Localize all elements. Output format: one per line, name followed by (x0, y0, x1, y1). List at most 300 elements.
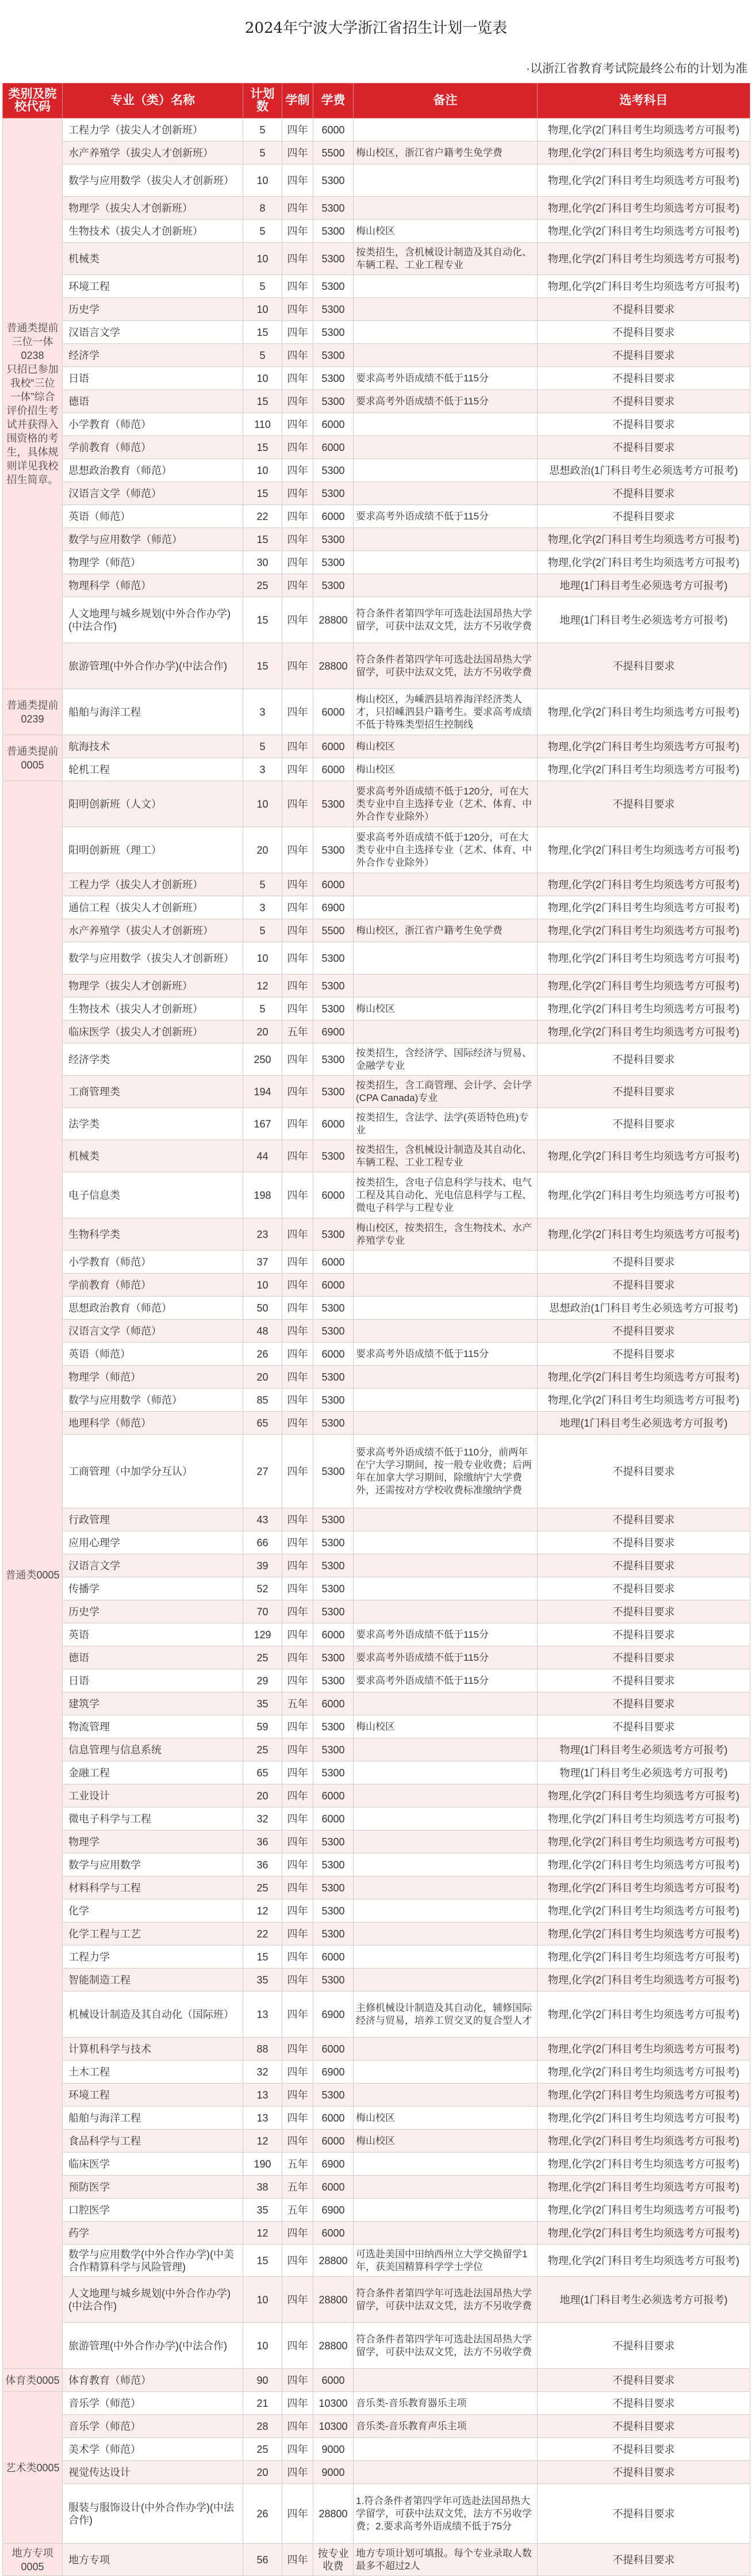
duration-cell: 四年 (282, 390, 313, 413)
table-row (3, 142, 750, 165)
notes-cell (354, 1412, 538, 1435)
plan-count-cell: 198 (243, 1172, 282, 1218)
subjects-cell: 物理,化学(2门科目考生均须选考方可报考) (538, 1946, 750, 1969)
table-row (3, 2038, 750, 2061)
plan-count-cell: 90 (243, 2369, 282, 2392)
table-row (3, 321, 750, 344)
tuition-cell: 5300 (313, 781, 354, 827)
table-row (3, 1108, 750, 1140)
plan-count-cell: 35 (243, 1692, 282, 1715)
duration-cell: 五年 (282, 2176, 313, 2199)
tuition-cell: 6000 (313, 758, 354, 781)
plan-count-cell: 12 (243, 2130, 282, 2153)
major-cell: 物流管理 (63, 1715, 243, 1738)
subjects-cell: 不提科目要求 (538, 1600, 750, 1623)
major-cell: 小学教育（师范） (63, 413, 243, 436)
plan-count-cell: 10 (243, 781, 282, 827)
plan-count-cell: 38 (243, 2176, 282, 2199)
duration-cell: 四年 (282, 2544, 313, 2576)
notes-cell (354, 1297, 538, 1320)
duration-cell: 四年 (282, 758, 313, 781)
notes-cell: 按类招生，含机械设计制造及其自动化、车辆工程、工业工程专业 (354, 243, 538, 275)
table-row (3, 2107, 750, 2130)
tuition-cell: 6000 (313, 1108, 354, 1140)
plan-count-cell: 70 (243, 1600, 282, 1623)
tuition-cell: 6900 (313, 2153, 354, 2176)
table-row (3, 1274, 750, 1297)
notes-cell: 要求高考外语成绩不低于115分 (354, 1623, 538, 1646)
subjects-cell: 物理,化学(2门科目考生均须选考方可报考) (538, 2245, 750, 2277)
subjects-cell: 地理(1门科目考生必须选考方可报考) (538, 597, 750, 643)
subjects-cell: 物理,化学(2门科目考生均须选考方可报考) (538, 2061, 750, 2084)
duration-cell: 四年 (282, 1140, 313, 1172)
duration-cell: 四年 (282, 1715, 313, 1738)
subjects-cell: 不提科目要求 (538, 1508, 750, 1531)
major-cell: 计算机科学与技术 (63, 2038, 243, 2061)
plan-count-cell: 15 (243, 436, 282, 459)
table-row (3, 758, 750, 781)
table-row (3, 298, 750, 321)
subjects-cell: 不提科目要求 (538, 1577, 750, 1600)
subjects-cell: 不提科目要求 (538, 1531, 750, 1554)
plan-count-cell: 3 (243, 689, 282, 735)
tuition-cell: 28800 (313, 2277, 354, 2323)
plan-count-cell: 20 (243, 1021, 282, 1044)
major-cell: 土木工程 (63, 2061, 243, 2084)
duration-cell: 四年 (282, 781, 313, 827)
table-row (3, 1531, 750, 1554)
tuition-cell: 5300 (313, 1761, 354, 1784)
notes-cell (354, 2438, 538, 2461)
subjects-cell: 不提科目要求 (538, 367, 750, 390)
plan-count-cell: 21 (243, 2392, 282, 2415)
duration-cell: 四年 (282, 2061, 313, 2084)
duration-cell: 四年 (282, 1218, 313, 1251)
duration-cell: 四年 (282, 1320, 313, 1343)
tuition-cell: 5300 (313, 1076, 354, 1108)
table-row (3, 1830, 750, 1853)
major-cell: 地方专项 (63, 2544, 243, 2576)
table-row (3, 1076, 750, 1108)
duration-cell: 四年 (282, 2130, 313, 2153)
plan-count-cell: 5 (243, 119, 282, 142)
notes-cell: 符合条件者第四学年可选赴法国昂热大学留学，可获中法双文凭，法方不另收学费 (354, 643, 538, 689)
subjects-cell: 物理,化学(2门科目考生均须选考方可报考) (538, 243, 750, 275)
major-cell: 人文地理与城乡规划(中外合作办学)(中法合作) (63, 2277, 243, 2323)
plan-count-cell: 10 (243, 1274, 282, 1297)
duration-cell: 四年 (282, 735, 313, 758)
duration-cell: 四年 (282, 896, 313, 919)
table-row (3, 1343, 750, 1366)
tuition-cell: 5300 (313, 1969, 354, 1992)
subjects-cell: 思想政治(1门科目考生必须选考方可报考) (538, 459, 750, 482)
major-cell: 阳明创新班（人文） (63, 781, 243, 827)
subjects-cell: 物理,化学(2门科目考生均须选考方可报考) (538, 1853, 750, 1876)
table-row (3, 344, 750, 367)
major-cell: 音乐学（师范） (63, 2415, 243, 2438)
plan-count-cell: 23 (243, 1218, 282, 1251)
subjects-cell: 不提科目要求 (538, 436, 750, 459)
tuition-cell: 10300 (313, 2415, 354, 2438)
tuition-cell: 6000 (313, 1623, 354, 1646)
table-row (3, 597, 750, 643)
table-row (3, 574, 750, 597)
plan-count-cell: 44 (243, 1140, 282, 1172)
notes-cell: 地方专项计划可填报。每个专业录取人数最多不超过2人 (354, 2544, 538, 2576)
category-cell: 普通类提前0239 (3, 689, 63, 735)
duration-cell: 四年 (282, 643, 313, 689)
subjects-cell: 不提科目要求 (538, 413, 750, 436)
major-cell: 工程力学（拔尖人才创新班） (63, 873, 243, 896)
notes-cell: 可选赴美国中田纳西州立大学交换留学1年，获美国精算科学学士学位 (354, 2245, 538, 2277)
tuition-cell: 5300 (313, 1297, 354, 1320)
duration-cell: 四年 (282, 827, 313, 873)
tuition-cell: 按专业收费 (313, 2544, 354, 2576)
tuition-cell: 5300 (313, 321, 354, 344)
duration-cell: 四年 (282, 1923, 313, 1946)
tuition-cell: 6000 (313, 2369, 354, 2392)
notes-cell (354, 1554, 538, 1577)
plan-count-cell: 5 (243, 275, 282, 298)
duration-cell: 四年 (282, 1274, 313, 1297)
table-row (3, 997, 750, 1021)
tuition-cell: 5300 (313, 528, 354, 551)
major-cell: 物理学（师范） (63, 551, 243, 574)
major-cell: 化学 (63, 1899, 243, 1923)
tuition-cell: 6000 (313, 1251, 354, 1274)
notes-cell (354, 482, 538, 505)
duration-cell: 四年 (282, 689, 313, 735)
duration-cell: 四年 (282, 2415, 313, 2438)
tuition-cell: 5300 (313, 1715, 354, 1738)
notes-cell (354, 1784, 538, 1807)
notes-cell (354, 413, 538, 436)
table-row (3, 2277, 750, 2323)
table-row (3, 942, 750, 974)
plan-count-cell: 10 (243, 298, 282, 321)
table-row (3, 436, 750, 459)
table-row (3, 551, 750, 574)
duration-cell: 四年 (282, 459, 313, 482)
notes-cell: 要求高考外语成绩不低于110分，前两年在宁大学习期间，按一般专业收费；后两年在加拿大学习期间，除缴纳宁大学费外，还需按对方学校收费标准缴纳学费 (354, 1435, 538, 1508)
duration-cell: 四年 (282, 551, 313, 574)
tuition-cell: 6900 (313, 1021, 354, 1044)
subjects-cell: 物理,化学(2门科目考生均须选考方可报考) (538, 997, 750, 1021)
subjects-cell: 不提科目要求 (538, 2461, 750, 2484)
notes-cell (354, 2153, 538, 2176)
header-subjects: 选考科目 (538, 83, 750, 119)
table-row (3, 197, 750, 220)
notes-cell: 音乐类-音乐教育声乐主项 (354, 2415, 538, 2438)
plan-count-cell: 37 (243, 1251, 282, 1274)
notes-cell: 要求高考外语成绩不低于115分 (354, 1646, 538, 1669)
plan-count-cell: 10 (243, 459, 282, 482)
notes-cell (354, 1923, 538, 1946)
table-row (3, 1172, 750, 1218)
notes-cell (354, 574, 538, 597)
subjects-cell: 物理,化学(2门科目考生均须选考方可报考) (538, 1969, 750, 1992)
notes-cell (354, 119, 538, 142)
duration-cell: 四年 (282, 1761, 313, 1784)
major-cell: 数学与应用数学（师范） (63, 528, 243, 551)
table-row (3, 2438, 750, 2461)
table-row (3, 2245, 750, 2277)
major-cell: 汉语言文学 (63, 321, 243, 344)
notes-cell (354, 1969, 538, 1992)
notes-cell (354, 1021, 538, 1044)
table-row (3, 165, 750, 197)
tuition-cell: 5300 (313, 275, 354, 298)
notes-cell (354, 1807, 538, 1830)
duration-cell: 四年 (282, 2277, 313, 2323)
duration-cell: 四年 (282, 1738, 313, 1761)
table-row (3, 2061, 750, 2084)
table-header-row (3, 83, 750, 119)
notes-cell (354, 873, 538, 896)
subjects-cell: 物理,化学(2门科目考生均须选考方可报考) (538, 197, 750, 220)
tuition-cell: 6000 (313, 735, 354, 758)
plan-count-cell: 12 (243, 1899, 282, 1923)
major-cell: 日语 (63, 1669, 243, 1692)
tuition-cell: 5300 (313, 1435, 354, 1508)
duration-cell: 四年 (282, 142, 313, 165)
subjects-cell: 物理,化学(2门科目考生均须选考方可报考) (538, 1366, 750, 1389)
table-row (3, 1807, 750, 1830)
major-cell: 法学类 (63, 1108, 243, 1140)
page (2, 0, 750, 2576)
table-row (3, 1412, 750, 1435)
subjects-cell: 物理,化学(2门科目考生均须选考方可报考) (538, 165, 750, 197)
major-cell: 汉语言文学 (63, 1554, 243, 1577)
major-cell: 物理学（拔尖人才创新班） (63, 974, 243, 997)
plan-count-cell: 10 (243, 2323, 282, 2369)
duration-cell: 四年 (282, 1508, 313, 1531)
plan-count-cell: 129 (243, 1623, 282, 1646)
tuition-cell: 5300 (313, 390, 354, 413)
duration-cell: 四年 (282, 2107, 313, 2130)
table-row (3, 367, 750, 390)
notes-cell: 1.符合条件者第四学年可选赴法国昂热大学留学，可获中法双文凭，法方不另收学费；2.要求高考外语成绩不低于75分 (354, 2484, 538, 2544)
major-cell: 建筑学 (63, 1692, 243, 1715)
subjects-cell: 物理,化学(2门科目考生均须选考方可报考) (538, 2199, 750, 2222)
tuition-cell: 5300 (313, 298, 354, 321)
tuition-cell: 5300 (313, 220, 354, 243)
duration-cell: 五年 (282, 2153, 313, 2176)
notes-cell: 按类招生，含机械设计制造及其自动化、车辆工程、工业工程专业 (354, 1140, 538, 1172)
duration-cell: 四年 (282, 574, 313, 597)
enrollment-plan-table (2, 83, 750, 2576)
table-row (3, 689, 750, 735)
major-cell: 微电子科学与工程 (63, 1807, 243, 1830)
plan-count-cell: 32 (243, 2061, 282, 2084)
major-cell: 信息管理与信息系统 (63, 1738, 243, 1761)
duration-cell: 四年 (282, 1899, 313, 1923)
notes-cell (354, 1692, 538, 1715)
tuition-cell: 6000 (313, 413, 354, 436)
major-cell: 思想政治教育（师范） (63, 1297, 243, 1320)
duration-cell: 四年 (282, 1876, 313, 1899)
plan-count-cell: 28 (243, 2415, 282, 2438)
subjects-cell: 物理,化学(2门科目考生均须选考方可报考) (538, 1140, 750, 1172)
plan-count-cell: 20 (243, 1366, 282, 1389)
major-cell: 传播学 (63, 1577, 243, 1600)
notes-cell (354, 528, 538, 551)
plan-count-cell: 5 (243, 873, 282, 896)
plan-count-cell: 110 (243, 413, 282, 436)
duration-cell: 四年 (282, 997, 313, 1021)
table-row (3, 528, 750, 551)
tuition-cell: 5300 (313, 344, 354, 367)
notes-cell (354, 2084, 538, 2107)
subjects-cell: 不提科目要求 (538, 344, 750, 367)
tuition-cell: 6900 (313, 1992, 354, 2038)
subjects-cell: 不提科目要求 (538, 1554, 750, 1577)
subjects-cell: 物理,化学(2门科目考生均须选考方可报考) (538, 942, 750, 974)
major-cell: 美术学（师范） (63, 2438, 243, 2461)
major-cell: 生物技术（拔尖人才创新班） (63, 997, 243, 1021)
subjects-cell: 物理,化学(2门科目考生均须选考方可报考) (538, 1807, 750, 1830)
plan-count-cell: 65 (243, 1412, 282, 1435)
major-cell: 金融工程 (63, 1761, 243, 1784)
plan-count-cell: 5 (243, 142, 282, 165)
plan-count-cell: 20 (243, 1784, 282, 1807)
major-cell: 历史学 (63, 298, 243, 321)
table-row (3, 1554, 750, 1577)
plan-count-cell: 10 (243, 165, 282, 197)
duration-cell: 四年 (282, 1669, 313, 1692)
subjects-cell: 物理(1门科目考生必须选考方可报考) (538, 1761, 750, 1784)
plan-count-cell: 10 (243, 942, 282, 974)
duration-cell: 四年 (282, 413, 313, 436)
subjects-cell: 物理,化学(2门科目考生均须选考方可报考) (538, 1784, 750, 1807)
duration-cell: 四年 (282, 1172, 313, 1218)
plan-count-cell: 25 (243, 574, 282, 597)
plan-count-cell: 12 (243, 2222, 282, 2245)
tuition-cell: 5300 (313, 459, 354, 482)
duration-cell: 四年 (282, 1623, 313, 1646)
tuition-cell: 5300 (313, 1412, 354, 1435)
tuition-cell: 6000 (313, 873, 354, 896)
subjects-cell: 物理,化学(2门科目考生均须选考方可报考) (538, 919, 750, 942)
duration-cell: 四年 (282, 1076, 313, 1108)
major-cell: 行政管理 (63, 1508, 243, 1531)
major-cell: 英语 (63, 1623, 243, 1646)
duration-cell: 四年 (282, 873, 313, 896)
major-cell: 学前教育（师范） (63, 1274, 243, 1297)
major-cell: 视觉传达设计 (63, 2461, 243, 2484)
tuition-cell: 5300 (313, 2084, 354, 2107)
major-cell: 物理科学（师范） (63, 574, 243, 597)
subjects-cell: 不提科目要求 (538, 1044, 750, 1076)
tuition-cell: 5300 (313, 942, 354, 974)
table-row (3, 896, 750, 919)
table-row (3, 1946, 750, 1969)
tuition-cell: 10300 (313, 2392, 354, 2415)
tuition-cell: 28800 (313, 2245, 354, 2277)
tuition-cell: 5300 (313, 974, 354, 997)
duration-cell: 四年 (282, 298, 313, 321)
subjects-cell: 不提科目要求 (538, 1692, 750, 1715)
table-row (3, 1692, 750, 1715)
duration-cell: 四年 (282, 2369, 313, 2392)
notes-cell (354, 2176, 538, 2199)
tuition-cell: 5300 (313, 1669, 354, 1692)
major-cell: 航海技术 (63, 735, 243, 758)
major-cell: 数学与应用数学（拔尖人才创新班） (63, 165, 243, 197)
notes-cell: 主修机械设计制造及其自动化，辅修国际经济与贸易，培养工贸交叉的复合型人才 (354, 1992, 538, 2038)
notes-cell: 梅山校区 (354, 1715, 538, 1738)
plan-count-cell: 25 (243, 1738, 282, 1761)
subjects-cell: 物理,化学(2门科目考生均须选考方可报考) (538, 1992, 750, 2038)
table-row (3, 1366, 750, 1389)
subjects-cell: 物理,化学(2门科目考生均须选考方可报考) (538, 2084, 750, 2107)
major-cell: 物理学（拔尖人才创新班） (63, 197, 243, 220)
table-row (3, 735, 750, 758)
tuition-cell: 5300 (313, 1577, 354, 1600)
tuition-cell: 5300 (313, 1531, 354, 1554)
duration-cell: 四年 (282, 2222, 313, 2245)
notes-cell: 要求高考外语成绩不低于115分 (354, 1669, 538, 1692)
notes-cell (354, 2061, 538, 2084)
duration-cell: 五年 (282, 1021, 313, 1044)
table-row (3, 119, 750, 142)
category-cell: 地方专项0005 (3, 2544, 63, 2576)
notes-cell (354, 1738, 538, 1761)
plan-count-cell: 3 (243, 758, 282, 781)
notes-cell (354, 1577, 538, 1600)
plan-count-cell: 35 (243, 2199, 282, 2222)
category-cell: 体育类0005 (3, 2369, 63, 2392)
duration-cell: 四年 (282, 1435, 313, 1508)
plan-count-cell: 15 (243, 597, 282, 643)
subjects-cell: 不提科目要求 (538, 1076, 750, 1108)
plan-count-cell: 50 (243, 1297, 282, 1320)
subjects-cell: 物理,化学(2门科目考生均须选考方可报考) (538, 2107, 750, 2130)
tuition-cell: 5300 (313, 1366, 354, 1389)
subjects-cell: 不提科目要求 (538, 1274, 750, 1297)
plan-count-cell: 59 (243, 1715, 282, 1738)
table-row (3, 1600, 750, 1623)
major-cell: 生物技术（拔尖人才创新班） (63, 220, 243, 243)
tuition-cell: 6000 (313, 2222, 354, 2245)
duration-cell: 四年 (282, 2323, 313, 2369)
table-row (3, 2415, 750, 2438)
tuition-cell: 5300 (313, 574, 354, 597)
plan-count-cell: 35 (243, 1969, 282, 1992)
plan-count-cell: 20 (243, 827, 282, 873)
notes-cell: 要求高考外语成绩不低于115分 (354, 505, 538, 528)
tuition-cell: 5300 (313, 197, 354, 220)
plan-count-cell: 15 (243, 1946, 282, 1969)
notes-cell (354, 1946, 538, 1969)
header-major: 专业（类）名称 (63, 83, 243, 119)
major-cell: 电子信息类 (63, 1172, 243, 1218)
duration-cell: 四年 (282, 528, 313, 551)
notes-cell (354, 2369, 538, 2392)
table-row (3, 1218, 750, 1251)
major-cell: 食品科学与工程 (63, 2130, 243, 2153)
notes-cell: 按类招生，含电子信息科学与技术、电气工程及其自动化、光电信息科学与工程、微电子科学与工程专业 (354, 1172, 538, 1218)
duration-cell: 四年 (282, 1807, 313, 1830)
notes-cell (354, 298, 538, 321)
notes-cell: 要求高考外语成绩不低于120分，可在大类专业中自主选择专业（艺术、体育、中外合作专业除外） (354, 827, 538, 873)
major-cell: 旅游管理(中外合作办学)(中法合作) (63, 2323, 243, 2369)
plan-count-cell: 43 (243, 1508, 282, 1531)
duration-cell: 四年 (282, 2438, 313, 2461)
table-row (3, 1738, 750, 1761)
header-notes: 备注 (354, 83, 538, 119)
major-cell: 工商管理类 (63, 1076, 243, 1108)
